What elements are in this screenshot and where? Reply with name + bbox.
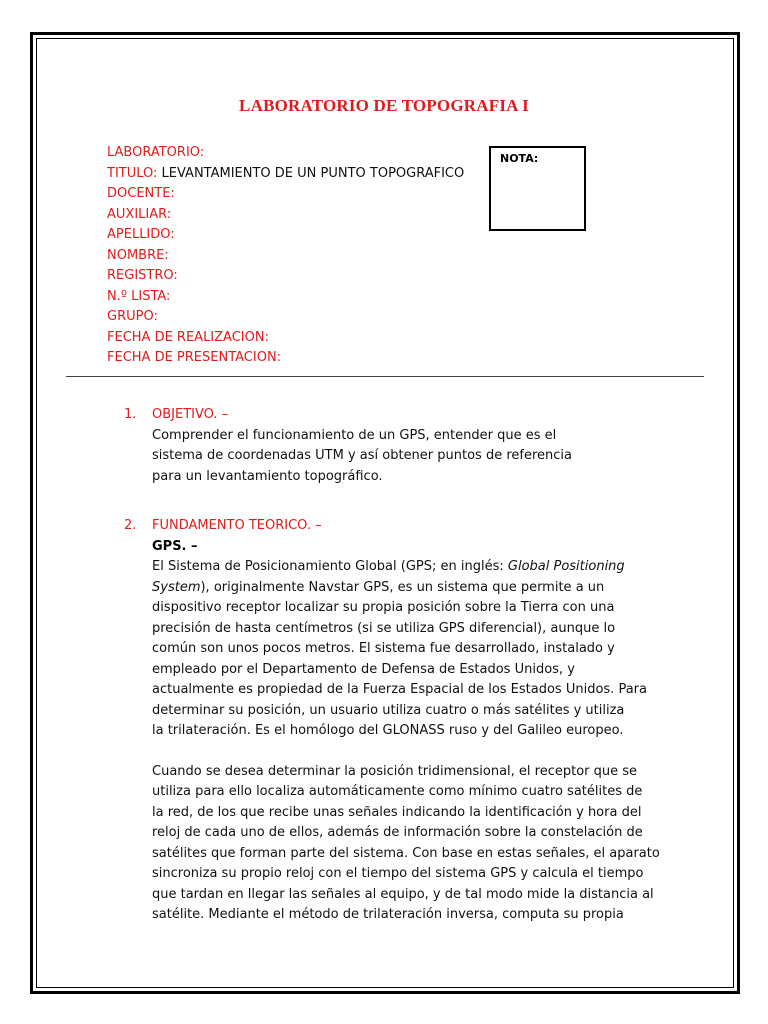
- section-heading: OBJETIVO. –: [152, 407, 229, 422]
- field-docente: DOCENTE:: [107, 186, 175, 201]
- objective-line: sistema de coordenadas UTM y así obtener puntos de referencia: [152, 448, 572, 463]
- objective-line: Comprender el funcionamiento de un GPS, entender que es el: [152, 427, 557, 443]
- header-divider: [66, 376, 704, 377]
- field-auxiliar: AUXILIAR:: [107, 206, 172, 222]
- section-number: 2.: [124, 518, 137, 533]
- paragraph-line: satélite. Mediante el método de trilateración inversa, computa su propia: [152, 907, 624, 922]
- paragraph-line: reloj de cada uno de ellos, además de información sobre la constelación de: [152, 825, 643, 840]
- paragraph-line: actualmente es propiedad de la Fuerza Espacial de los Estados Unidos. Para: [152, 682, 647, 697]
- paragraph-line: sincroniza su propio reloj con el tiempo del sistema GPS y calcula el tiempo: [152, 866, 644, 881]
- paragraph-line: satélites que forman parte del sistema. Con base en estas señales, el aparato: [152, 845, 660, 861]
- paragraph-line: precisión de hasta centímetros (si se utiliza GPS diferencial), aunque lo: [152, 620, 616, 636]
- header-fields: [107, 143, 464, 369]
- paragraph-line: utiliza para ello localiza automáticamente como mínimo cuatro satélites de: [152, 784, 643, 799]
- grade-label: NOTA:: [500, 152, 539, 165]
- paragraph-line: empleado por el Departamento de Defensa de Estados Unidos, y: [152, 661, 575, 677]
- paragraph-line: determinar su posición, un usuario utiliza cuatro o más satélites y utiliza: [152, 702, 625, 718]
- paragraph-line: la red, de los que recibe unas señales indicando la identificación y hora del: [152, 804, 642, 820]
- subsection-heading: GPS. –: [152, 538, 198, 554]
- section-heading: FUNDAMENTO TEORICO. –: [152, 518, 322, 533]
- document-title: LABORATORIO DE TOPOGRAFIA I: [239, 96, 529, 115]
- paragraph-line: la trilateración. Es el homólogo del GLONASS ruso y del Galileo europeo.: [152, 723, 624, 738]
- field-fecha-presentacion: FECHA DE PRESENTACION:: [107, 350, 282, 365]
- paragraph-line: común son unos pocos metros. El sistema fue desarrollado, instalado y: [152, 641, 615, 656]
- field-fecha-realizacion: FECHA DE REALIZACION:: [107, 329, 269, 345]
- paragraph-line: que tardan en llegar las señales al equipo, y de tal modo mide la distancia al: [152, 886, 654, 902]
- paragraph-line: dispositivo receptor localizar su propia posición sobre la Tierra con una: [152, 600, 615, 615]
- objective-line: para un levantamiento topográfico.: [152, 468, 383, 484]
- field-titulo: TITULO: LEVANTAMIENTO DE UN PUNTO TOPOGRAFICO: [107, 165, 465, 181]
- grade-box: [489, 146, 586, 231]
- section-number: 1.: [124, 407, 137, 422]
- field-registro: REGISTRO:: [107, 268, 178, 283]
- field-grupo: GRUPO:: [107, 309, 158, 324]
- section-objetivo: [124, 405, 572, 487]
- field-apellido: APELLIDO:: [107, 227, 175, 242]
- section-fundamento: [124, 516, 660, 926]
- field-laboratorio: LABORATORIO:: [107, 145, 205, 160]
- paragraph-line: El Sistema de Posicionamiento Global (GPS; en inglés: Global Positioning: [152, 559, 625, 574]
- paragraph-line: System), originalmente Navstar GPS, es un sistema que permite a un: [152, 579, 605, 595]
- field-lista: N.º LISTA:: [107, 288, 171, 304]
- paragraph-line: Cuando se desea determinar la posición tridimensional, el receptor que se: [152, 763, 638, 779]
- field-nombre: NOMBRE:: [107, 247, 169, 263]
